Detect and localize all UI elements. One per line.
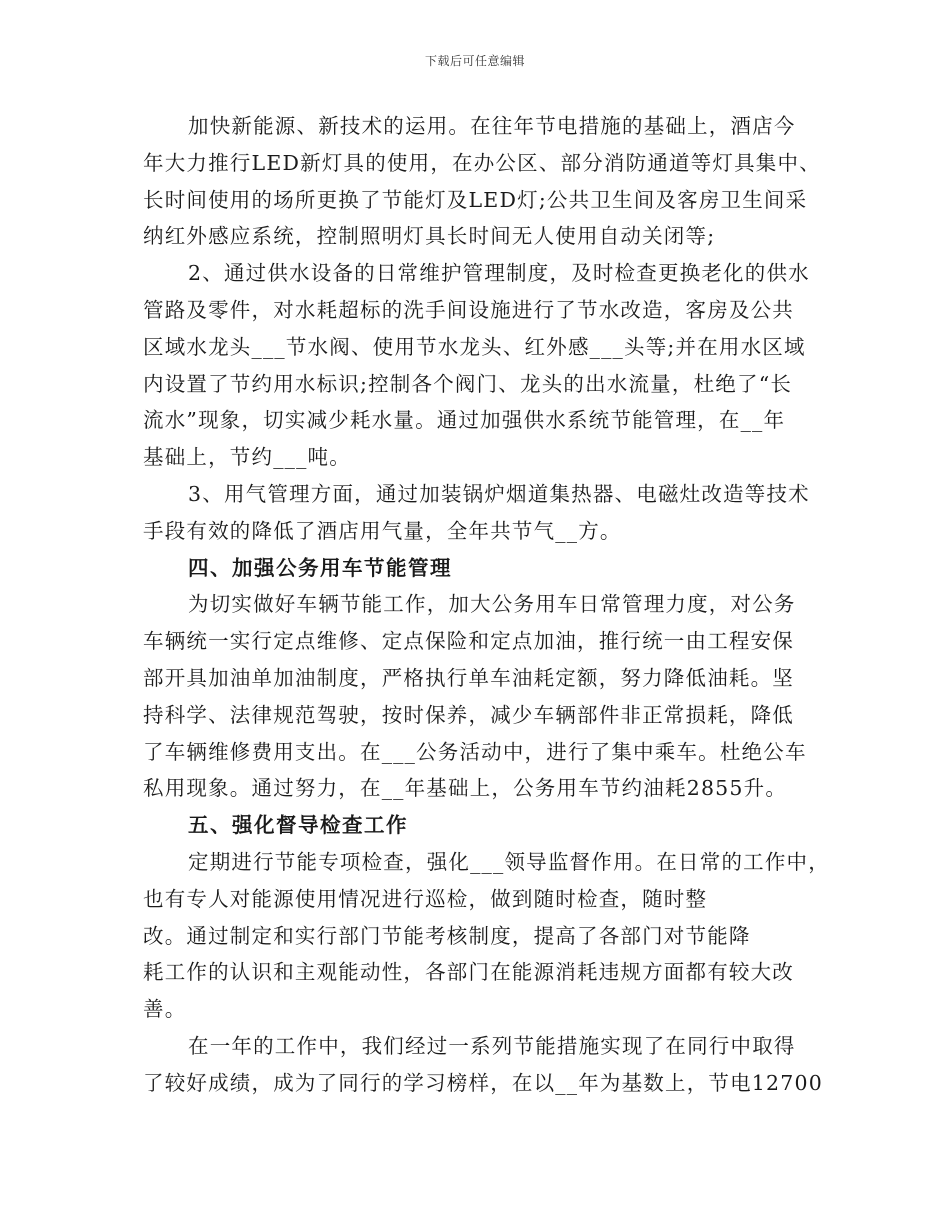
- paragraph-line: 长时间使用的场所更换了节能灯及LED灯;公共卫生间及客房卫生间采: [143, 187, 808, 212]
- paragraph-line: 车辆统一实行定点维修、定点保险和定点加油，推行统一由工程安保: [143, 629, 794, 654]
- paragraph-line: 私用现象。通过努力，在__年基础上，公务用车节约油耗2855升。: [143, 776, 788, 801]
- paragraph-line: 耗工作的认识和主观能动性，各部门在能源消耗违规方面都有较大改: [143, 960, 794, 985]
- paragraph-line: 部开具加油单加油制度，严格执行单车油耗定额，努力降低油耗。坚: [143, 665, 794, 690]
- paragraph-line: 改。通过制定和实行部门节能考核制度，提高了各部门对节能降: [143, 923, 751, 948]
- paragraph-line: 加快新能源、新技术的运用。在往年节电措施的基础上，酒店今: [188, 114, 796, 138]
- paragraph-line: 在一年的工作中，我们经过一系列节能措施实现了在同行中取得: [188, 1033, 796, 1058]
- paragraph-line: 为切实做好车辆节能工作，加大公务用车日常管理力度，对公务: [188, 592, 796, 617]
- paragraph-line: 区域水龙头___节水阀、使用节水龙头、红外感___头等;并在用水区域: [143, 334, 806, 359]
- page-header-note: 下载后可任意编辑: [424, 54, 525, 68]
- document-body: [143, 108, 830, 1102]
- paragraph-line: 定期进行节能专项检查，强化___领导监督作用。在日常的工作中，: [188, 849, 830, 874]
- paragraph-line: 持科学、法律规范驾驶，按时保养，减少车辆部件非正常损耗，降低: [143, 702, 794, 727]
- paragraph-line: 流水”现象，切实减少耗水量。通过加强供水系统节能管理，在__年: [143, 408, 786, 433]
- paragraph-line: 了车辆维修费用支出。在___公务活动中，进行了集中乘车。杜绝公车: [143, 739, 807, 764]
- paragraph-line: 了较好成绩，成为了同行的学习榜样，在以__年为基数上，节电12700: [143, 1070, 824, 1095]
- paragraph-line: 基础上，节约___吨。: [143, 445, 351, 470]
- paragraph-line: 内设置了节约用水标识;控制各个阀门、龙头的出水流量，杜绝了“长: [143, 371, 793, 396]
- paragraph-line: 也有专人对能源使用情况进行巡检，做到随时检查，随时整: [143, 886, 708, 911]
- paragraph-line: 善。: [143, 997, 187, 1022]
- paragraph-line: 2、通过供水设备的日常维护管理制度，及时检查更换老化的供水: [188, 261, 810, 286]
- paragraph-line: 手段有效的降低了酒店用气量，全年共节气__方。: [143, 518, 622, 543]
- paragraph-line: 年大力推行LED新灯具的使用，在办公区、部分消防通道等灯具集中、: [143, 150, 821, 175]
- section-heading: 四、加强公务用车节能管理: [188, 555, 452, 580]
- paragraph-line: 3、用气管理方面，通过加装锅炉烟道集热器、电磁灶改造等技术: [188, 481, 810, 506]
- section-heading: 五、强化督导检查工作: [188, 813, 408, 838]
- paragraph-line: 纳红外感应系统，控制照明灯具长时间无人使用自动关闭等;: [143, 224, 716, 249]
- paragraph-line: 管路及零件，对水耗超标的洗手间设施进行了节水改造，客房及公共: [143, 297, 794, 322]
